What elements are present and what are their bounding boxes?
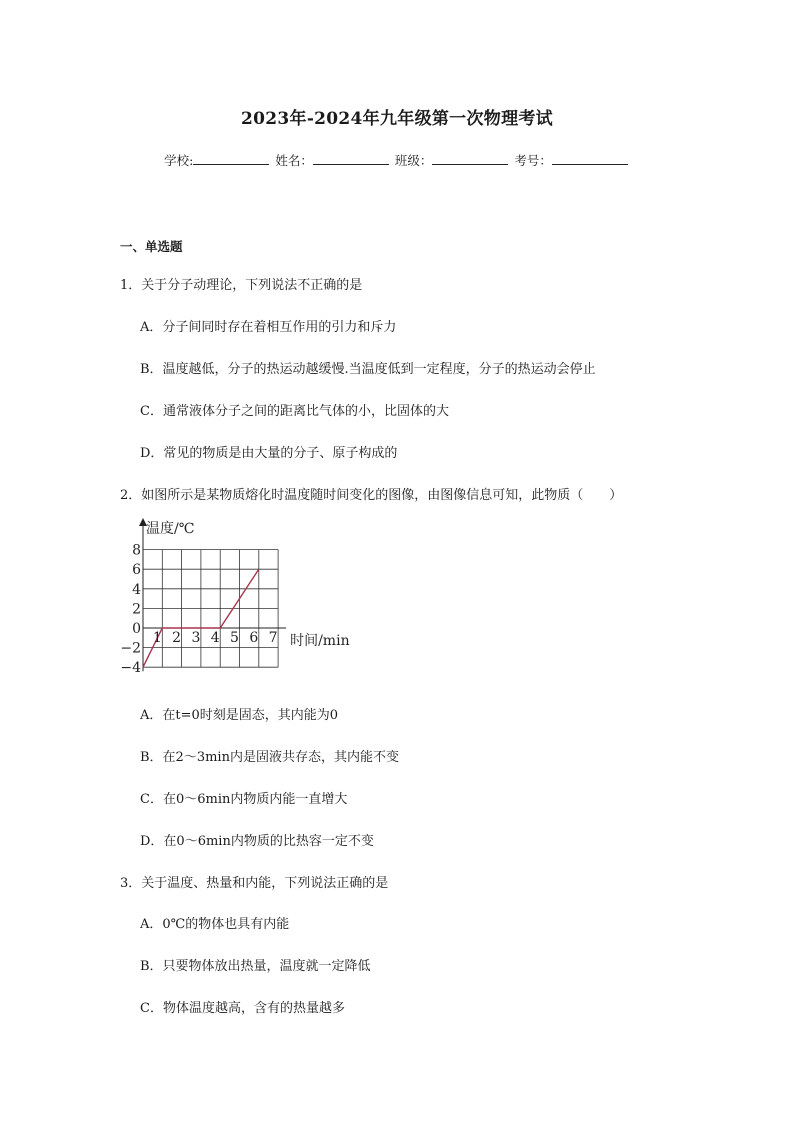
question-2-stem: 2．如图所示是某物质熔化时温度随时间变化的图像，由图像信息可知，此物质（ ） [120, 488, 623, 503]
y-tick-label: 2 [132, 601, 141, 618]
exam-no-blank[interactable] [552, 153, 628, 165]
name-label: 姓名： [275, 153, 313, 168]
school-label: 学校: [164, 153, 194, 168]
section-heading: 一、单选题 [120, 239, 183, 254]
chart-labels [120, 520, 349, 676]
question-1-stem: 1．关于分子动理论，下列说法不正确的是 [120, 278, 363, 293]
melting-graph [120, 516, 364, 688]
question-3-option-c[interactable]: C．物体温度越高，含有的热量越多 [140, 1001, 345, 1016]
x-tick-label: 1 [152, 630, 162, 646]
x-tick-label: 5 [230, 630, 239, 646]
question-3-option-b[interactable]: B．只要物体放出热量，温度就一定降低 [140, 959, 371, 974]
y-tick-label: −4 [120, 660, 141, 677]
y-tick-label: 6 [132, 562, 141, 579]
question-1-option-d[interactable]: D．常见的物质是由大量的分子、原子构成的 [140, 446, 398, 461]
name-blank[interactable] [313, 153, 389, 165]
question-2-option-c[interactable]: C．在0～6min内物质内能一直增大 [140, 792, 348, 807]
x-tick-label: 6 [249, 630, 259, 646]
question-2-option-d[interactable]: D．在0～6min内物质的比热容一定不变 [140, 834, 374, 849]
y-axis-title: 温度/℃ [146, 521, 195, 537]
x-tick-label: 4 [210, 630, 220, 646]
student-info-line [0, 151, 794, 169]
chart-grid [143, 550, 278, 668]
question-3-stem: 3．关于温度、热量和内能，下列说法正确的是 [120, 876, 389, 891]
class-blank[interactable] [432, 153, 508, 165]
y-tick-label: −2 [120, 640, 141, 657]
x-tick-label: 7 [268, 630, 278, 646]
x-axis-title: 时间/min [290, 633, 350, 649]
y-tick-label: 0 [132, 621, 141, 637]
chart-axes [143, 522, 286, 671]
exam-no-label: 考号： [514, 153, 552, 168]
exam-title: 2023年-2024年九年级第一次物理考试 [241, 109, 553, 129]
y-tick-label: 8 [132, 542, 141, 559]
x-tick-label: 3 [191, 630, 201, 646]
y-tick-label: 4 [132, 581, 141, 598]
question-2-option-a[interactable]: A．在t=0时刻是固态，其内能为0 [140, 708, 339, 723]
question-2-option-b[interactable]: B．在2～3min内是固液共存态，其内能不变 [140, 750, 399, 765]
x-tick-label: 2 [172, 630, 182, 646]
question-1-option-c[interactable]: C．通常液体分子之间的距离比气体的小，比固体的大 [140, 404, 449, 419]
school-blank[interactable] [193, 153, 269, 165]
question-1-option-b[interactable]: B．温度越低，分子的热运动越缓慢.当温度低到一定程度，分子的热运动会停止 [140, 362, 596, 377]
class-label: 班级： [394, 153, 433, 168]
question-3-option-a[interactable]: A．0℃的物体也具有内能 [140, 917, 290, 932]
question-1-option-a[interactable]: A．分子间同时存在着相互作用的引力和斥力 [140, 320, 397, 335]
